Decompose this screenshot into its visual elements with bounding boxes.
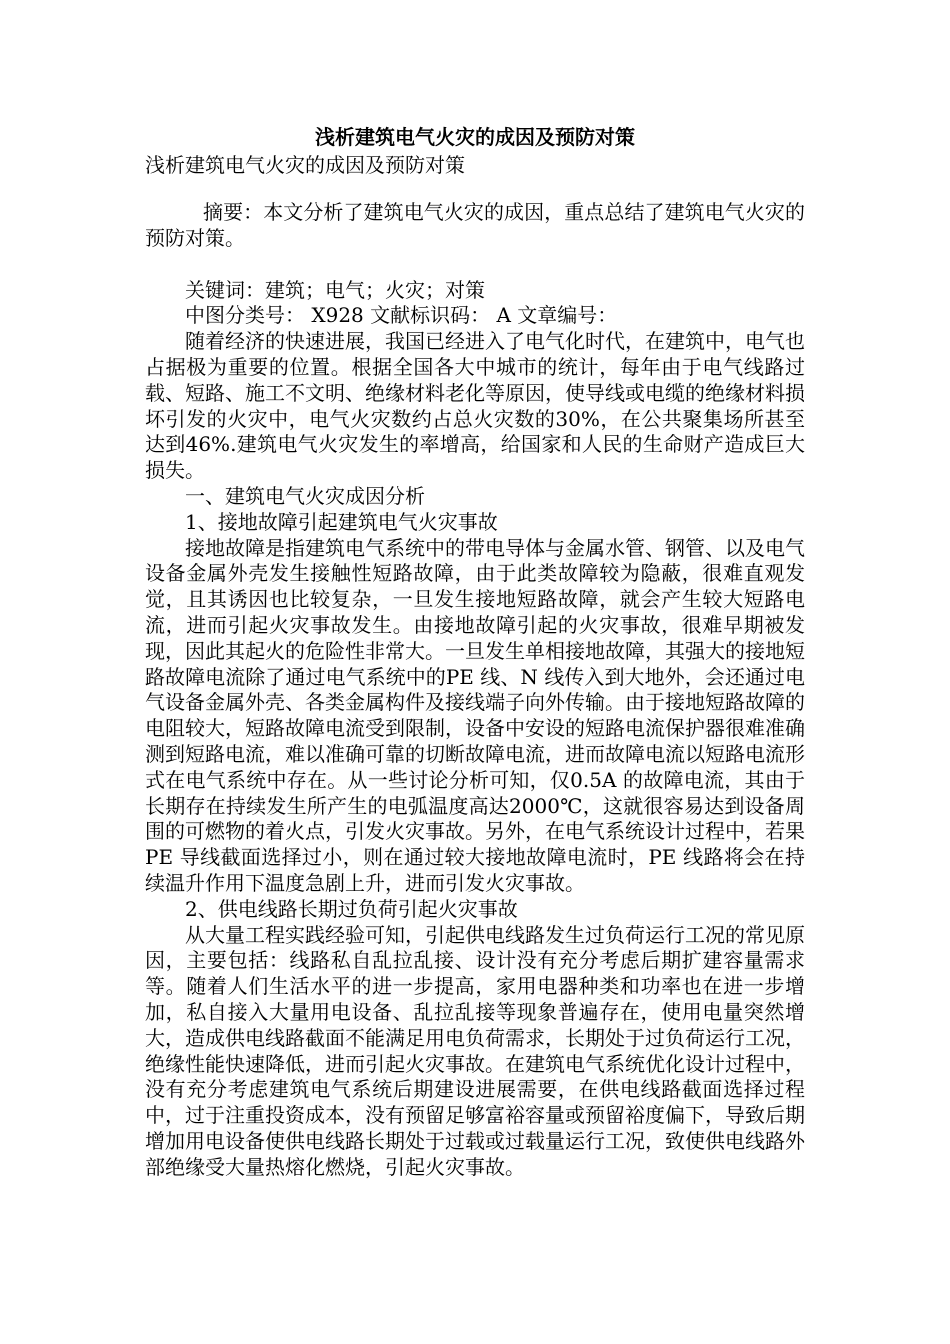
subsection-heading-1: 1、接地故障引起建筑电气火灾事故 [185,509,498,534]
subsection-1-body: 接地故障是指建筑电气系统中的带电导体与金属水管、钢管、以及电气设备金属外壳发生接触性短路故障，由于此类故障较为隐蔽，很难直观发觉，且其诱因也比较复杂，一旦发生接地短路故障，就会产生较大短路电流，进而引起火灾事故发生。由接地故障引起的火灾事故，很难早期被发现，因此其起火的危险性非常大。一旦发生单相接地故障，其强大的接地短路故障电流除了通过电气系统中的PE 线、N 线传入到大地外，会还通过电气设备金属外壳、各类金属构件及接线端子向外传输。由于接地短路故障的电阻较大，短路故障电流受到限制，设备中安设的短路电流保护器很难准确测到短路电流，难以准确可靠的切断故障电流，进而故障电流以短路电流形式在电气系统中存在。从一些讨论分析可知，仅0.5A 的故障电流，其由于长期存在持续发生所产生的电弧温度高达2000℃，这就很容易达到设备周围的可燃物的着火点，引发火灾事故。另外，在电气系统设计过程中，若果PE 导线截面选择过小，则在通过较大接地故障电流时，PE 线路将会在持续温升作用下温度急剧上升，进而引发火灾事故。 [145,535,805,895]
classification-line: 中图分类号： X928 文献标识码： A 文章编号： [185,303,618,328]
document-title: 浅析建筑电气火灾的成因及预防对策 [315,125,635,149]
keywords-line: 关键词：建筑；电气；火灾；对策 [185,277,485,302]
abstract-paragraph: 摘要：本文分析了建筑电气火灾的成因，重点总结了建筑电气火灾的预防对策。 [145,200,805,250]
section-heading-1: 一、建筑电气火灾成因分析 [185,483,425,508]
subsection-heading-2: 2、供电线路长期过负荷引起火灾事故 [185,896,518,921]
intro-paragraph: 随着经济的快速进展，我国已经进入了电气化时代，在建筑中，电气也占据极为重要的位置。根据全国各大中城市的统计，每年由于电气线路过载、短路、施工不文明、绝缘材料老化等原因，使导线或电缆的绝缘材料损坏引发的火灾中，电气火灾数约占总火灾数的30%，在公共聚集场所甚至达到46%.建筑电气火灾发生的率增高，给国家和人民的生命财产造成巨大损失。 [145,329,805,483]
spacer [145,252,805,278]
document-page [145,122,805,1180]
document-subtitle: 浅析建筑电气火灾的成因及预防对策 [145,153,465,177]
subsection-2-body: 从大量工程实践经验可知，引起供电线路发生过负荷运行工况的常见原因，主要包括：线路私自乱拉乱接、设计没有充分考虑后期扩建容量需求等。随着人们生活水平的进一步提高，家用电器种类和功率也在进一步增加，私自接入大量用电设备、乱拉乱接等现象普遍存在，使用电量突然增大，造成供电线路截面不能满足用电负荷需求，长期处于过负荷运行工况，绝缘性能快速降低，进而引起火灾事故。在建筑电气系统优化设计过程中，没有充分考虑建筑电气系统后期建设进展需要，在供电线路截面选择过程中，过于注重投资成本，没有预留足够富裕容量或预留裕度偏下，导致后期增加用电设备使供电线路长期处于过载或过载量运行工况，致使供电线路外部绝缘受大量热熔化燃烧，引起火灾事故。 [145,922,805,1179]
